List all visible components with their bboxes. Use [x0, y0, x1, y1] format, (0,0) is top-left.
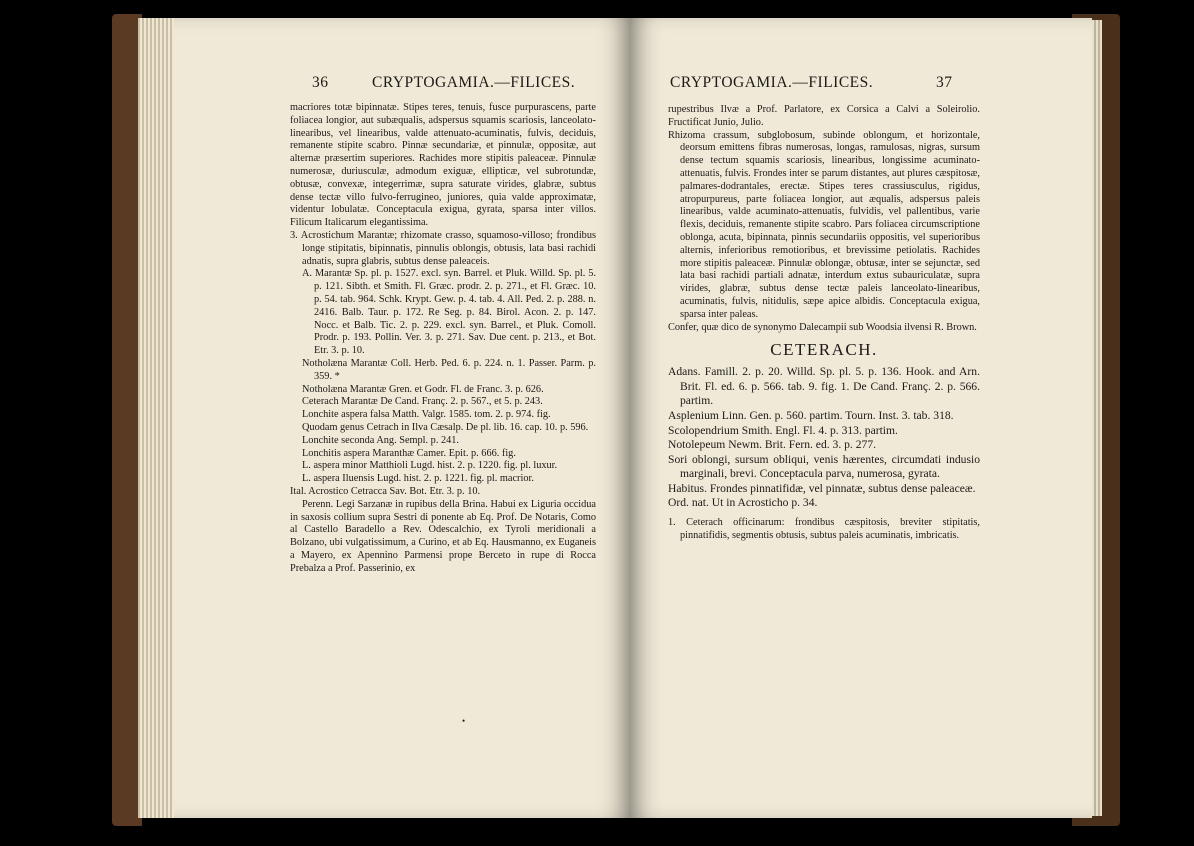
left-paragraph: A. Marantæ Sp. pl. p. 1527. excl. syn. Barrel. et Pluk. Willd. Sp. pl. 5. p. 121. Sibth. et Smith. Fl. Græc. prodr. 2. p. 271., et Fl. Græc. 10. p. 54. tab. 964. Schk. Krypt. Gew. p. 4. tab. 4. All. Ped. 2. p. 288. n. 2416. Balb. Taur. p. 172. Re Seg. p. 84. Birol. Acon. 2. p. 147. Nocc. et Balb. Tic. 2. p. 229. excl. syn. Barrel., et Pluk. Comoll. Prodr. p. 193. Pollin. Ver. 3. p. 271. Sav. Due cent. p. 213., et Bot. Etr. 3. p. 10.	[302, 268, 596, 357]
right-paragraph: Sori oblongi, sursum obliqui, venis hærentes, circumdati indusio marginali, brevi. Conceptacula parva, numerosa, gyrata.	[668, 452, 980, 481]
left-paragraph: Quodam genus Cetrach in Ilva Cæsalp. De pl. lib. 16. cap. 10. p. 596.	[302, 421, 589, 433]
left-paragraph: Notholæna Marantæ Gren. et Godr. Fl. de Franc. 3. p. 626.	[302, 383, 544, 395]
right-paragraph: Habitus. Frondes pinnatifidæ, vel pinnatæ, subtus dense paleaceæ.	[668, 481, 976, 495]
left-paragraph: 3. Acrostichum Marantæ; rhizomate crasso, squamoso-villoso; frondibus longe stipitatis, bipinnatis, pinnulis oblongis, obtusis, lata basi rachidi adnatis, supra glabris, subtus dense paleaceis.	[290, 229, 596, 267]
page-edges-left	[138, 18, 178, 818]
left-paragraph: Lonchitis aspera Maranthæ Camer. Epit. p. 666. fig.	[302, 447, 516, 459]
left-paragraph: L. aspera minor Matthioli Lugd. hist. 2. p. 1220. fig. pl. luxur.	[302, 460, 558, 472]
section-heading: CETERACH.	[770, 340, 878, 360]
left-paragraph: Lonchite seconda Ang. Sempl. p. 241.	[302, 434, 460, 446]
left-paragraph: L. aspera Iluensis Lugd. hist. 2. p. 1221. fig. pl. macrior.	[302, 473, 534, 485]
right-paragraph: 1. Ceterach officinarum: frondibus cæspitosis, breviter stipitatis, pinnatifidis, segmentis obtusis, subtus paleis acuminatis, imbricatis.	[668, 517, 980, 541]
left-paragraph: Ital. Acrostico Cetracca Sav. Bot. Etr. 3. p. 10.	[290, 485, 481, 497]
left-page-header	[174, 74, 630, 96]
right-paragraph: Scolopendrium Smith. Engl. Fl. 4. p. 313. partim.	[668, 423, 898, 437]
right-page	[630, 18, 1092, 818]
left-paragraph: macriores totæ bipinnatæ. Stipes teres, tenuis, fusce purpurascens, parte foliacea longior, aut subæqualis, adspersus squamis scariosis, lanceolato-linearibus, vel linearibus, valde attenuato-acuminatis, fulvis, deciduis, remanente stipite scabro. Pinnæ secundariæ, et pinnulæ, oppositæ, aut alternæ præsertim superiores. Rachides more stipitis paleaceæ. Pinnulæ numerosæ, duriusculæ, admodum exiguæ, ellipticæ, vel subrotundæ, obtusæ, convexæ, integerrimæ, supra saturate virides, glabræ, subtus dense tectæ villo fulvo-ferrugineo, juniores, quia valde approximatæ, videntur lobulatæ. Conceptacula exigua, gyrata, sparsa inter villos. Filicum Italicarum elegantissima.	[290, 102, 596, 229]
left-page	[174, 18, 630, 818]
right-page-text	[668, 104, 980, 543]
right-paragraph: rupestribus Ilvæ a Prof. Parlatore, ex Corsica a Calvi a Soleirolio. Fructificat Junio, Julio.	[668, 104, 980, 128]
right-page-header	[630, 74, 1092, 96]
right-paragraph: Notolepeum Newm. Brit. Fern. ed. 3. p. 277.	[668, 438, 877, 452]
left-paragraph: Notholæna Marantæ Coll. Herb. Ped. 6. p. 224. n. 1. Passer. Parm. p. 359. *	[302, 357, 596, 382]
left-page-number: 36	[312, 74, 329, 91]
page-footer-mark: •	[462, 716, 466, 726]
left-paragraph: Lonchite aspera falsa Matth. Valgr. 1585. tom. 2. p. 974. fig.	[302, 409, 551, 421]
left-paragraph: Ceterach Marantæ De Cand. Franç. 2. p. 567., et 5. p. 243.	[302, 396, 543, 408]
right-paragraph: Adans. Famill. 2. p. 20. Willd. Sp. pl. 5. p. 136. Hook. and Arn. Brit. Fl. ed. 6. p. 566. tab. 9. fig. 1. De Cand. Franç. 2. p. 566. partim.	[668, 365, 980, 408]
right-paragraph: Confer, quæ dico de synonymo Dalecampii sub Woodsia ilvensi R. Brown.	[668, 321, 977, 333]
right-paragraph: Ord. nat. Ut in Acrosticho p. 34.	[668, 496, 818, 510]
right-page-number: 37	[936, 74, 953, 91]
left-paragraph: Perenn. Legi Sarzanæ in rupibus della Brina. Habui ex Liguria occidua in saxosis collium supra Sestri di ponente ab Eq. Prof. De Notaris, Como al Castello Baradello a Rev. Odescalchio, ex Tyroli meridionali a Bolzano, ubi vulgatissimum, a Curino, et ab Eq. Hausmanno, ex Euganeis a Mayero, ex Apennino Parmensi prope Berceto in rupe di Rocca Prebalza a Prof. Passerinio, ex	[290, 498, 596, 574]
left-running-title: CRYPTOGAMIA.—FILICES.	[372, 74, 576, 91]
left-page-text	[290, 102, 596, 575]
right-paragraph: Asplenium Linn. Gen. p. 560. partim. Tourn. Inst. 3. tab. 318.	[668, 408, 954, 422]
right-running-title: CRYPTOGAMIA.—FILICES.	[670, 74, 874, 91]
right-paragraph: Rhizoma crassum, subglobosum, subinde oblongum, et horizontale, deorsum emittens fibras numerosas, longas, ramulosas, nigras, sursum dense tectum squamis scariosis, linearibus, longissime acuminato-attenuatis, fulvis. Frondes inter se parum distantes, aut plures cæspitosæ, palmares-dodrantales, erectæ. Stipes teres crassiusculus, rigidus, atropurpureus, parte foliacea longior, aut æqualis, adspersus paleis linearibus, valde acuminato-attenuatis, fulvidis, vel pallentibus, varie flexis, deciduis, remanente stipite scabro. Pars foliacea circumscriptione oblonga, acuta, bipinnata, pinnis secundariis oppositis, vel superioribus alternis, inferioribus remotioribus, et brevissime petiolatis. Rachides more stipitis paleaceæ. Pinnulæ oblongæ, obtusæ, inter se sejunctæ, sed lata basi rachidi partiali adnatæ, interdum extus subauriculatæ, supra virides, glabræ, subtus dense tectæ paleis lanceolato-linearibus, acuminatis, fulvis, nitidulis, sæpe apice albidis. Conceptacula exigua, sparsa inter paleas.	[668, 129, 980, 320]
